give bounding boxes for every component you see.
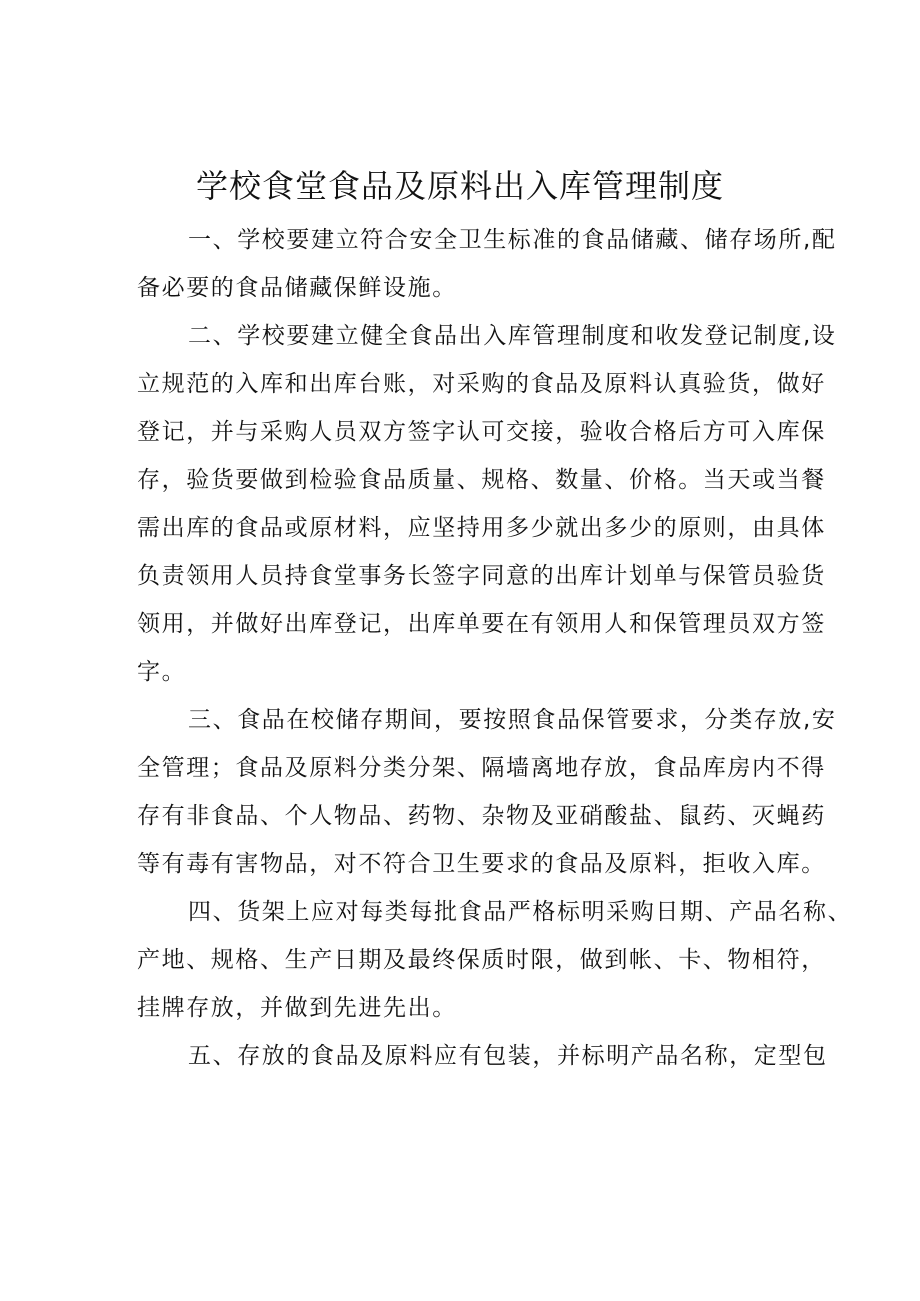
paragraph-5-line-1: 五、存放的食品及原料应有包装，并标明产品名称，定型包 — [188, 1043, 828, 1069]
paragraph-1-line-2: 备必要的食品储藏保鲜设施。 — [137, 275, 457, 301]
paragraph-3-line-3: 存有非食品、个人物品、药物、杂物及亚硝酸盐、鼠药、灭蝇药 — [137, 803, 826, 829]
paragraph-3-line-1: 三、食品在校储存期间，要按照食品保管要求，分类存放,安 — [188, 707, 837, 733]
document-title: 学校食堂食品及原料出入库管理制度 — [195, 167, 724, 205]
paragraph-2-line-6: 负责领用人员持食堂事务长签字同意的出库计划单与保管员验货 — [137, 563, 826, 589]
paragraph-2-line-3: 登记，并与采购人员双方签字认可交接，验收合格后方可入库保 — [137, 419, 826, 445]
paragraph-3-line-2: 全管理；食品及原料分类分架、隔墙离地存放，食品库房内不得 — [137, 755, 826, 781]
paragraph-2-line-1: 二、学校要建立健全食品出入库管理制度和收发登记制度,设 — [188, 323, 837, 349]
paragraph-2-line-5: 需出库的食品或原材料，应坚持用多少就出多少的原则，由具体 — [137, 515, 826, 541]
paragraph-2-line-4: 存，验货要做到检验食品质量、规格、数量、价格。当天或当餐 — [137, 467, 826, 493]
paragraph-3-line-4: 等有毒有害物品，对不符合卫生要求的食品及原料，拒收入库。 — [137, 851, 826, 877]
paragraph-4-line-1: 四、货架上应对每类每批食品严格标明采购日期、产品名称、 — [188, 899, 853, 925]
paragraph-4-line-2: 产地、规格、生产日期及最终保质时限，做到帐、卡、物相符， — [137, 947, 826, 973]
paragraph-2-line-8: 字。 — [137, 659, 187, 685]
paragraph-2-line-7: 领用，并做好出库登记，出库单要在有领用人和保管理员双方签 — [137, 611, 826, 637]
paragraph-4-line-3: 挂牌存放，并做到先进先出。 — [137, 995, 457, 1021]
paragraph-1-line-1: 一、学校要建立符合安全卫生标准的食品储藏、储存场所,配 — [188, 227, 837, 253]
paragraph-2-line-2: 立规范的入库和出库台账，对采购的食品及原料认真验货，做好 — [137, 371, 826, 397]
